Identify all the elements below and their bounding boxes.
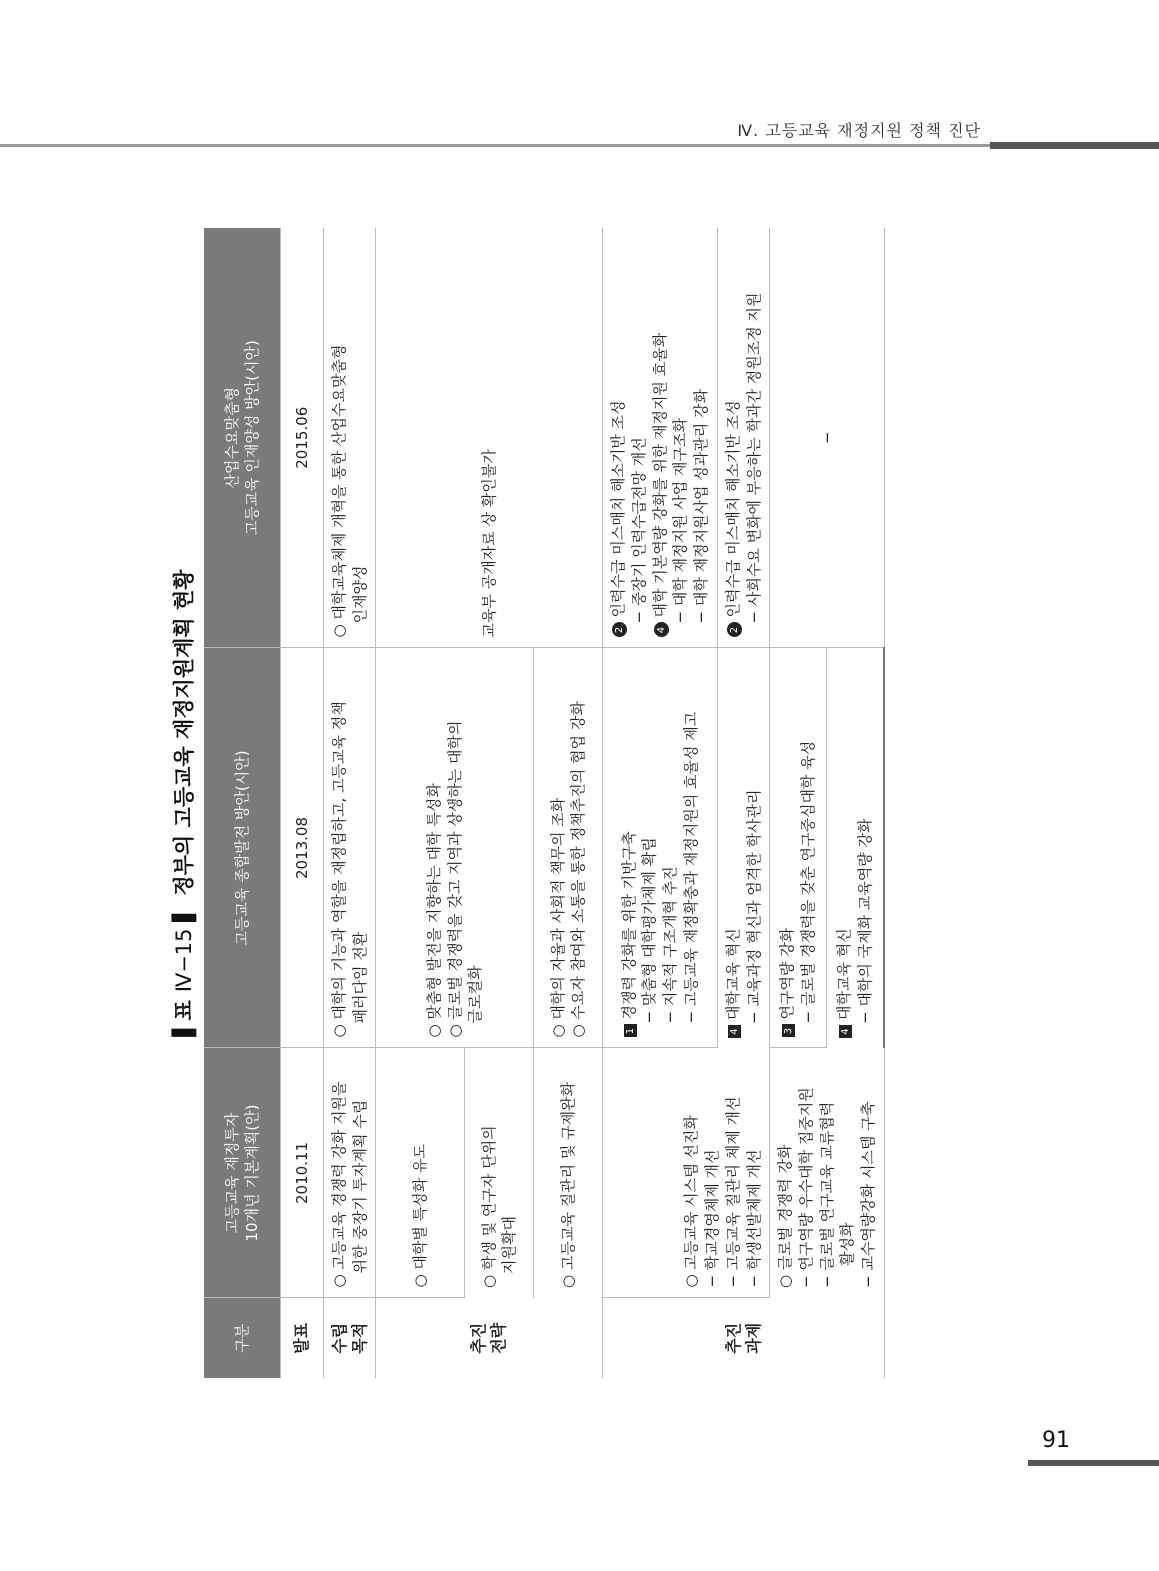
strategy-plan2-a [376, 648, 534, 1048]
text-line: ○ 대학의 자율과 사회적 책무의 조화 [548, 797, 567, 1038]
strategy-plan1-b [465, 1048, 534, 1298]
text-line: 활성화 [838, 1222, 857, 1266]
text-line: 인재양성 [350, 565, 369, 624]
text-line: ○ 고등교육 시스템 선진화 [682, 1115, 701, 1288]
text-line: − 대학 재정지원사업 성과관리 강화 [692, 388, 711, 624]
header-row [204, 228, 281, 1378]
text-line: − 학생선발체제 개선 [744, 1149, 763, 1288]
tasks-plan2-b [717, 648, 769, 1048]
tasks-plan3-a [603, 228, 717, 648]
header-plan3-line: 산업수요맞춤형 [222, 387, 241, 489]
number-badge: 4 [728, 1025, 741, 1038]
text-line: − 맞춤형 대학평가체제 확립 [640, 837, 659, 1024]
text-line: − 학교경영체제 개선 [703, 1149, 722, 1288]
task-heading: 대학 기본역량 강화를 위한 재정지원 효율화 [650, 332, 669, 618]
task-heading: 대학교육 혁신 [723, 928, 742, 1020]
text-line: 패러다임 전환 [350, 931, 369, 1024]
text-line [608, 238, 629, 638]
number-badge: 4 [839, 1025, 852, 1038]
text-line: ○ 학생 및 연구자 단위의 [479, 1125, 498, 1288]
footer-rule [1028, 1460, 1159, 1466]
tasks-row [770, 228, 827, 1378]
header-rule [0, 144, 990, 147]
header-plan2 [204, 648, 281, 1048]
task-heading: 인력수급 미스매치 해소기반 조성 [723, 400, 742, 618]
text-line: 글로컬화 [466, 965, 485, 1024]
circled-number: 2 [727, 623, 742, 638]
text-line: 지원확대 [500, 1216, 519, 1274]
running-head: Ⅳ. 고등교육 재정지원 정책 진단 [737, 121, 981, 140]
purpose-plan3 [324, 228, 376, 648]
text-line: − 고등교육 재정확충과 재정지원의 효율성 제고 [681, 711, 700, 1024]
header-plan1-line: 고등교육 재정투자 [222, 1112, 241, 1234]
text-line: − 대학 재정지원 사업 재구조화 [671, 417, 690, 624]
text-line: ○ 대학의 기능과 역할을 재정립하고, 고등교육 정책 [330, 701, 348, 1038]
page-number: 91 [1042, 1428, 1070, 1453]
text-line: − 글로벌 경쟁력을 갖춘 연구중심대학 육성 [799, 740, 818, 1024]
text-line [777, 659, 798, 1038]
header-plan1 [204, 1048, 281, 1298]
strategy-row [376, 228, 465, 1378]
text-line: ○ 고등교육 경쟁력 강화 지원을 [330, 1081, 348, 1288]
announce-row [281, 228, 324, 1378]
header-plan2-line: 고등교육 종합발전 방안(시안) [232, 750, 251, 946]
task-heading: 인력수급 미스매치 해소기반 조성 [609, 400, 628, 618]
text-line: ○ 대학교육체제 개혁을 통한 산업수요맞춤형 [330, 344, 348, 638]
text-line [723, 238, 744, 638]
number-badge: 3 [782, 1025, 795, 1038]
funding-plan-table [204, 228, 885, 1378]
text-line [723, 659, 744, 1039]
text-line: − 사회수요 변화에 부응하는 학과간 정원조정 지원 [744, 292, 763, 624]
task-heading: 경쟁력 강화를 위한 기반구축 [619, 831, 638, 1020]
text-line: ○ 글로벌 경쟁력을 갖고 지역과 상생하는 대학의 [445, 720, 464, 1038]
tasks-plan2-c [770, 648, 827, 1048]
header-plan3-line: 고등교육 인재양성 방안(시안) [243, 340, 261, 536]
text-line: − 고등교육 질관리 체제 개선 [723, 1096, 742, 1288]
tasks-plan1-b [770, 1048, 884, 1298]
task-heading: 대학교육 혁신 [835, 928, 854, 1020]
text-line: − 지속적 구조개혁 추진 [661, 866, 680, 1024]
strategy-plan1-a: ○ 대학별 특성화 유도 [376, 1048, 465, 1298]
tasks-plan2-d [827, 648, 885, 1048]
strategy-plan1-c: ○ 고등교육 질관리 및 규제완화 [534, 1048, 603, 1298]
header-plan1-line: 10개년 기본계획(안) [243, 1104, 261, 1242]
rotated-table-area [170, 228, 960, 1378]
caption-title: 정부의 고등교육 재정지원계획 현황 [172, 569, 196, 896]
header-rule-accent [990, 142, 1159, 149]
announce-plan3: 2015.06 [281, 228, 324, 648]
strategy-plan3: 교육부 공개자료 상 확인불가 [376, 228, 603, 648]
text-line: ○ 수요자 참여와 소통을 통한 정책추진의 협업 강화 [569, 701, 588, 1038]
text-line: 위한 중장기 투자계획 수립 [350, 1099, 369, 1274]
circled-number: 2 [612, 623, 627, 638]
purpose-plan2 [324, 648, 376, 1048]
tasks-plan2-a [603, 648, 717, 1048]
caption-mark: ▌표 [172, 1000, 196, 1037]
header-category: 구분 [204, 1298, 281, 1378]
text-line: − 교수역량강화 시스템 구축 [858, 1101, 877, 1288]
tasks-plan3-c: − [770, 228, 884, 648]
text-line: − 중장기 인력수급전망 개선 [630, 437, 649, 624]
text-line: − 대학의 국제화 교육역량 강화 [856, 818, 875, 1024]
purpose-plan1 [324, 1048, 376, 1298]
announce-plan1: 2010.11 [281, 1048, 324, 1298]
row-label-purpose: 수립 목적 [324, 1298, 376, 1378]
task-heading: 연구역량 강화 [778, 927, 797, 1020]
number-badge: 1 [624, 1025, 637, 1038]
text-line: − 교육과정 혁신과 엄격한 학사관리 [744, 789, 763, 1024]
text-line: − 연구역량 우수대학 집중지원 [796, 1087, 815, 1288]
tasks-plan3-b [717, 228, 769, 648]
row-label-strategy: 추진 전략 [376, 1298, 603, 1378]
tasks-plan1-a [603, 1048, 770, 1298]
table-caption [170, 228, 198, 1378]
text-line [619, 659, 640, 1038]
text-line: − 글로벌 연구교육 교류협력 [817, 1101, 836, 1288]
text-line: ○ 글로벌 경쟁력 강화 [776, 1144, 795, 1288]
strategy-plan2-c [534, 648, 603, 1048]
announce-plan2: 2013.08 [281, 648, 324, 1048]
row-label-announce: 발표 [281, 1298, 324, 1378]
purpose-row [324, 228, 376, 1378]
tasks-row [603, 228, 717, 1378]
text-line [834, 659, 855, 1039]
row-label-tasks: 추진 과제 [603, 1298, 884, 1378]
circled-number: 4 [654, 623, 669, 638]
header-plan3 [204, 228, 281, 648]
caption-number: Ⅳ−15 ▌ [172, 905, 196, 993]
text-line: ○ 맞춤형 발전을 지향하는 대학 특성화 [424, 783, 443, 1038]
text-line [650, 238, 671, 638]
